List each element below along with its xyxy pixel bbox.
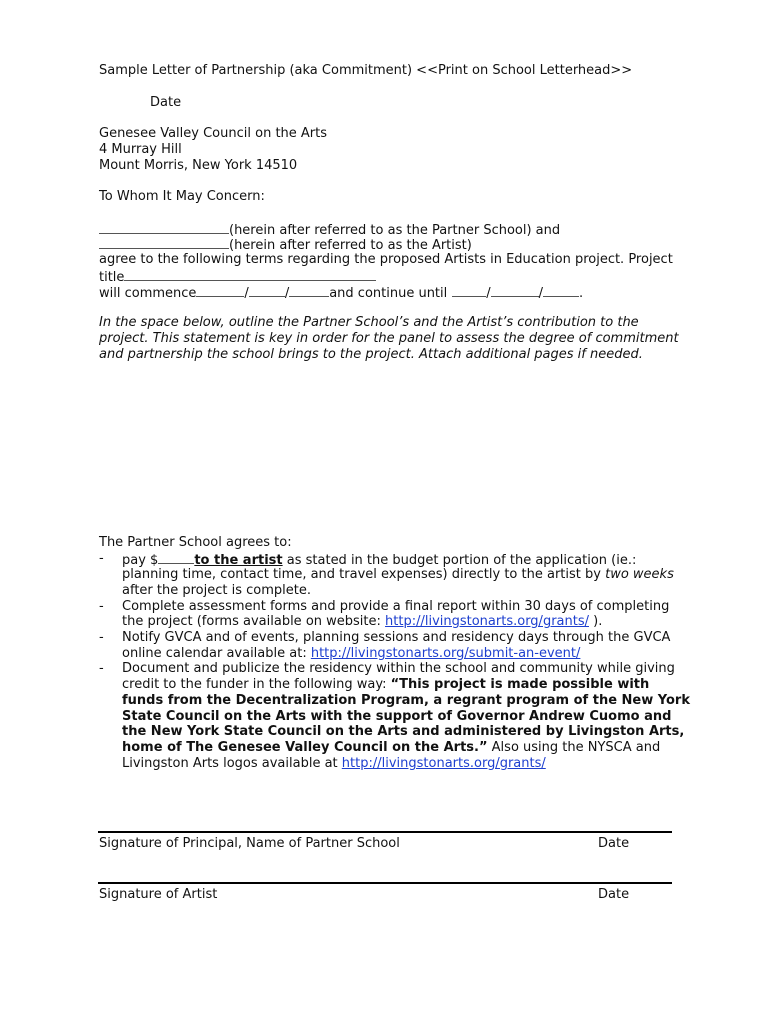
item4-line3: funds from the Decentralization Program, a regrant program of the New York xyxy=(122,693,690,708)
letter-heading: Sample Letter of Partnership (aka Commitment) <<Print on School Letterhead>> xyxy=(99,63,633,78)
item1-rest: as stated in the budget portion of the application (ie.: xyxy=(282,553,637,568)
artist-signature-label: Signature of Artist xyxy=(99,887,218,902)
submit-event-link[interactable]: http://livingstonarts.org/submit-an-event/ xyxy=(310,646,581,661)
slash: / xyxy=(486,286,491,301)
item2-line2-text: the project (forms available on website: xyxy=(122,614,386,629)
item4-line4: State Council on the Arts with the support of Governor Andrew Cuomo and xyxy=(122,709,672,724)
dates-line xyxy=(99,284,583,302)
start-month-blank[interactable] xyxy=(196,284,244,297)
end-year-blank[interactable] xyxy=(543,284,579,297)
agree-line: agree to the following terms regarding the proposed Artists in Education project. Project xyxy=(99,252,673,267)
item2-line1: Complete assessment forms and provide a final report within 30 days of completing xyxy=(122,599,670,614)
pay-text: pay $ xyxy=(122,553,159,568)
principal-date-label: Date xyxy=(598,836,630,851)
bullet: - xyxy=(99,551,104,566)
artist-text: (herein after referred to as the Artist) xyxy=(229,238,472,253)
title-label: title xyxy=(99,270,125,285)
start-year-blank[interactable] xyxy=(289,284,329,297)
item3-line2 xyxy=(122,646,580,662)
item4-line6-text: Also using the NYSCA and xyxy=(487,740,661,755)
continue-label: and continue until xyxy=(329,286,448,301)
item3-line1: Notify GVCA and of events, planning sessions and residency days through the GVCA xyxy=(122,630,671,645)
salutation: To Whom It May Concern: xyxy=(99,189,265,204)
address-line-3: Mount Morris, New York 14510 xyxy=(99,158,298,173)
principal-signature-label: Signature of Principal, Name of Partner School xyxy=(99,836,400,851)
item4-line1: Document and publicize the residency within the school and community while giving xyxy=(122,661,675,676)
grants-link[interactable]: http://livingstonarts.org/grants/ xyxy=(385,614,589,629)
agrees-heading: The Partner School agrees to: xyxy=(99,535,292,550)
item4-line5: the New York State Council on the Arts and administered by Livingston Arts, xyxy=(122,724,685,739)
artist-signature-line[interactable] xyxy=(98,882,672,884)
two-weeks: two weeks xyxy=(605,567,674,582)
item2-line2 xyxy=(122,614,602,630)
address-line-2: 4 Murray Hill xyxy=(99,142,182,157)
item4-line7-text: Livingston Arts logos available at xyxy=(122,756,342,771)
period: . xyxy=(579,286,584,301)
item4-line2 xyxy=(122,677,649,693)
instructions-line-2: project. This statement is key in order for the panel to assess the degree of commitment xyxy=(99,331,679,346)
slash: / xyxy=(538,286,544,301)
item3-line2-text: online calendar available at: xyxy=(122,646,311,661)
end-day-blank[interactable] xyxy=(491,284,539,297)
item1-line2 xyxy=(122,567,674,583)
principal-signature-line[interactable] xyxy=(98,831,672,833)
bullet: - xyxy=(99,630,104,645)
start-day-blank[interactable] xyxy=(249,284,285,297)
instructions-line-3: and partnership the school brings to the project. Attach additional pages if needed. xyxy=(99,347,643,362)
slash: / xyxy=(244,286,249,301)
artist-date-label: Date xyxy=(598,887,630,902)
item4-line7 xyxy=(122,756,546,772)
credit-quote-start: “This project is made possible with xyxy=(390,677,650,692)
to-the-artist: to the artist xyxy=(194,553,283,568)
date-label: Date xyxy=(150,95,182,110)
logos-link[interactable]: http://livingstonarts.org/grants/ xyxy=(341,756,546,771)
credit-quote-end: home of The Genesee Valley Council on the Arts.” xyxy=(122,740,488,755)
slash: / xyxy=(284,286,290,301)
item2-line2-end: ). xyxy=(589,614,603,629)
bullet: - xyxy=(99,661,104,676)
artist-blank[interactable] xyxy=(99,236,229,249)
item4-line6 xyxy=(122,740,660,756)
partner-school-blank[interactable] xyxy=(99,221,229,234)
address-line-1: Genesee Valley Council on the Arts xyxy=(99,126,328,141)
item4-line2-text: credit to the funder in the following way: xyxy=(122,677,391,692)
pay-amount-blank[interactable] xyxy=(158,551,194,564)
item1-line3: after the project is complete. xyxy=(122,583,311,598)
commence-label: will commence xyxy=(99,286,197,301)
bullet: - xyxy=(99,599,104,614)
item1-line2-text: planning time, contact time, and travel expenses) directly to the artist by xyxy=(122,567,606,582)
instructions-line-1: In the space below, outline the Partner School’s and the Artist’s contribution to the xyxy=(99,315,639,330)
end-month-blank[interactable] xyxy=(452,284,486,297)
partner-school-text: (herein after referred to as the Partner School) and xyxy=(229,223,561,238)
project-title-blank[interactable] xyxy=(124,268,376,281)
